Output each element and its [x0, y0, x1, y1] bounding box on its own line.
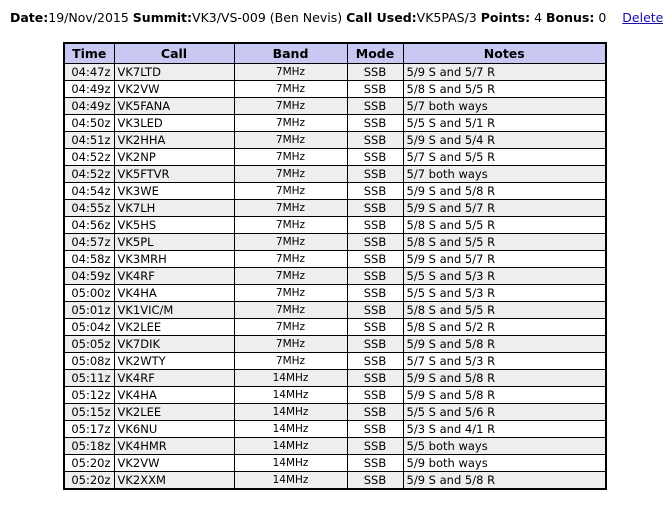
- points-label: Points:: [480, 10, 531, 25]
- cell-mode: SSB: [347, 268, 403, 285]
- summit-label: Summit:: [132, 10, 193, 25]
- table-header-row: [64, 43, 606, 64]
- cell-call: VK2VW: [114, 455, 234, 472]
- cell-notes: 5/5 S and 5/3 R: [403, 285, 606, 302]
- cell-mode: SSB: [347, 149, 403, 166]
- cell-band: 14MHz: [234, 370, 347, 387]
- cell-call: VK7DIK: [114, 336, 234, 353]
- cell-time: 04:51z: [64, 132, 114, 149]
- cell-call: VK2VW: [114, 81, 234, 98]
- cell-band: 7MHz: [234, 336, 347, 353]
- cell-notes: 5/9 both ways: [403, 455, 606, 472]
- table-row: [64, 149, 606, 166]
- points-value: 4: [534, 10, 543, 25]
- cell-notes: 5/9 S and 5/8 R: [403, 336, 606, 353]
- cell-band: 7MHz: [234, 166, 347, 183]
- header-call: Call: [114, 43, 234, 64]
- cell-call: VK1VIC/M: [114, 302, 234, 319]
- cell-mode: SSB: [347, 387, 403, 404]
- table-row: [64, 200, 606, 217]
- cell-notes: 5/5 both ways: [403, 438, 606, 455]
- table-row: [64, 81, 606, 98]
- cell-time: 05:08z: [64, 353, 114, 370]
- cell-mode: SSB: [347, 64, 403, 81]
- cell-mode: SSB: [347, 132, 403, 149]
- cell-call: VK3WE: [114, 183, 234, 200]
- summit-value: VK3/VS-009 (Ben Nevis): [192, 10, 343, 25]
- cell-time: 04:50z: [64, 115, 114, 132]
- call-used-label: Call Used:: [346, 10, 417, 25]
- table-row: [64, 217, 606, 234]
- table-row: [64, 285, 606, 302]
- cell-call: VK4HA: [114, 285, 234, 302]
- cell-mode: SSB: [347, 370, 403, 387]
- cell-notes: 5/8 S and 5/5 R: [403, 217, 606, 234]
- cell-time: 05:12z: [64, 387, 114, 404]
- cell-band: 7MHz: [234, 149, 347, 166]
- cell-mode: SSB: [347, 200, 403, 217]
- bonus-label: Bonus:: [546, 10, 595, 25]
- cell-time: 05:20z: [64, 472, 114, 490]
- delete-link[interactable]: Delete: [622, 10, 663, 25]
- cell-notes: 5/9 S and 5/8 R: [403, 472, 606, 490]
- cell-mode: SSB: [347, 217, 403, 234]
- table-row: [64, 234, 606, 251]
- cell-time: 05:11z: [64, 370, 114, 387]
- table-row: [64, 98, 606, 115]
- cell-notes: 5/5 S and 5/3 R: [403, 268, 606, 285]
- cell-band: 7MHz: [234, 183, 347, 200]
- cell-notes: 5/7 S and 5/5 R: [403, 149, 606, 166]
- cell-band: 14MHz: [234, 387, 347, 404]
- cell-notes: 5/3 S and 4/1 R: [403, 421, 606, 438]
- cell-call: VK5PL: [114, 234, 234, 251]
- cell-notes: 5/9 S and 5/7 R: [403, 200, 606, 217]
- cell-time: 05:04z: [64, 319, 114, 336]
- cell-notes: 5/9 S and 5/8 R: [403, 183, 606, 200]
- header-band: Band: [234, 43, 347, 64]
- cell-call: VK2LEE: [114, 404, 234, 421]
- date-label: Date:: [10, 10, 49, 25]
- cell-mode: SSB: [347, 285, 403, 302]
- cell-call: VK5FANA: [114, 98, 234, 115]
- cell-call: VK4HMR: [114, 438, 234, 455]
- table-row: [64, 132, 606, 149]
- table-row: [64, 370, 606, 387]
- table-row: [64, 336, 606, 353]
- cell-band: 14MHz: [234, 455, 347, 472]
- cell-mode: SSB: [347, 183, 403, 200]
- cell-band: 7MHz: [234, 81, 347, 98]
- cell-band: 7MHz: [234, 285, 347, 302]
- cell-band: 14MHz: [234, 404, 347, 421]
- activation-summary: [10, 10, 663, 26]
- cell-mode: SSB: [347, 115, 403, 132]
- cell-notes: 5/9 S and 5/7 R: [403, 251, 606, 268]
- cell-band: 7MHz: [234, 251, 347, 268]
- cell-call: VK7LH: [114, 200, 234, 217]
- cell-time: 04:55z: [64, 200, 114, 217]
- cell-band: 14MHz: [234, 421, 347, 438]
- table-row: [64, 64, 606, 81]
- cell-time: 04:49z: [64, 98, 114, 115]
- cell-call: VK5HS: [114, 217, 234, 234]
- cell-mode: SSB: [347, 336, 403, 353]
- cell-mode: SSB: [347, 319, 403, 336]
- cell-notes: 5/8 S and 5/2 R: [403, 319, 606, 336]
- cell-mode: SSB: [347, 302, 403, 319]
- cell-call: VK7LTD: [114, 64, 234, 81]
- cell-mode: SSB: [347, 98, 403, 115]
- cell-time: 04:54z: [64, 183, 114, 200]
- cell-call: VK6NU: [114, 421, 234, 438]
- cell-mode: SSB: [347, 234, 403, 251]
- cell-call: VK3MRH: [114, 251, 234, 268]
- cell-call: VK5FTVR: [114, 166, 234, 183]
- table-body: [64, 64, 606, 490]
- cell-mode: SSB: [347, 251, 403, 268]
- cell-band: 7MHz: [234, 268, 347, 285]
- header-time: Time: [64, 43, 114, 64]
- cell-band: 7MHz: [234, 217, 347, 234]
- cell-time: 05:18z: [64, 438, 114, 455]
- cell-band: 7MHz: [234, 234, 347, 251]
- cell-mode: SSB: [347, 166, 403, 183]
- cell-call: VK2NP: [114, 149, 234, 166]
- cell-notes: 5/5 S and 5/1 R: [403, 115, 606, 132]
- cell-call: VK4HA: [114, 387, 234, 404]
- cell-time: 04:47z: [64, 64, 114, 81]
- cell-time: 04:56z: [64, 217, 114, 234]
- cell-time: 04:52z: [64, 166, 114, 183]
- table-row: [64, 387, 606, 404]
- cell-band: 7MHz: [234, 115, 347, 132]
- cell-band: 7MHz: [234, 319, 347, 336]
- cell-time: 05:01z: [64, 302, 114, 319]
- cell-band: 14MHz: [234, 472, 347, 490]
- qso-log-table: [63, 42, 607, 490]
- cell-notes: 5/8 S and 5/5 R: [403, 234, 606, 251]
- cell-time: 04:52z: [64, 149, 114, 166]
- table-row: [64, 421, 606, 438]
- cell-time: 04:49z: [64, 81, 114, 98]
- table-row: [64, 268, 606, 285]
- cell-time: 04:59z: [64, 268, 114, 285]
- cell-time: 05:20z: [64, 455, 114, 472]
- cell-call: VK4RF: [114, 370, 234, 387]
- cell-band: 7MHz: [234, 98, 347, 115]
- cell-call: VK3LED: [114, 115, 234, 132]
- table-row: [64, 438, 606, 455]
- cell-notes: 5/9 S and 5/8 R: [403, 370, 606, 387]
- cell-notes: 5/7 both ways: [403, 98, 606, 115]
- cell-band: 7MHz: [234, 64, 347, 81]
- cell-time: 05:17z: [64, 421, 114, 438]
- cell-call: VK2XXM: [114, 472, 234, 490]
- cell-mode: SSB: [347, 438, 403, 455]
- cell-call: VK4RF: [114, 268, 234, 285]
- table-row: [64, 455, 606, 472]
- cell-band: 7MHz: [234, 200, 347, 217]
- cell-time: 04:57z: [64, 234, 114, 251]
- table-row: [64, 472, 606, 490]
- table-row: [64, 251, 606, 268]
- header-notes: Notes: [403, 43, 606, 64]
- cell-band: 14MHz: [234, 438, 347, 455]
- cell-notes: 5/8 S and 5/5 R: [403, 81, 606, 98]
- cell-call: VK2WTY: [114, 353, 234, 370]
- table-row: [64, 302, 606, 319]
- table-row: [64, 166, 606, 183]
- cell-band: 7MHz: [234, 353, 347, 370]
- cell-notes: 5/9 S and 5/8 R: [403, 387, 606, 404]
- cell-mode: SSB: [347, 353, 403, 370]
- cell-notes: 5/7 S and 5/3 R: [403, 353, 606, 370]
- call-used-value: VK5PAS/3: [416, 10, 477, 25]
- cell-call: VK2HHA: [114, 132, 234, 149]
- table-row: [64, 183, 606, 200]
- cell-mode: SSB: [347, 472, 403, 490]
- cell-time: 05:00z: [64, 285, 114, 302]
- cell-band: 7MHz: [234, 302, 347, 319]
- cell-time: 04:58z: [64, 251, 114, 268]
- date-value: 19/Nov/2015: [48, 10, 129, 25]
- cell-mode: SSB: [347, 404, 403, 421]
- cell-band: 7MHz: [234, 132, 347, 149]
- table-row: [64, 319, 606, 336]
- bonus-value: 0: [598, 10, 607, 25]
- table-row: [64, 115, 606, 132]
- cell-time: 05:05z: [64, 336, 114, 353]
- cell-mode: SSB: [347, 421, 403, 438]
- cell-notes: 5/9 S and 5/7 R: [403, 64, 606, 81]
- cell-notes: 5/9 S and 5/4 R: [403, 132, 606, 149]
- cell-notes: 5/8 S and 5/5 R: [403, 302, 606, 319]
- cell-mode: SSB: [347, 455, 403, 472]
- cell-time: 05:15z: [64, 404, 114, 421]
- cell-notes: 5/5 S and 5/6 R: [403, 404, 606, 421]
- header-mode: Mode: [347, 43, 403, 64]
- cell-mode: SSB: [347, 81, 403, 98]
- cell-notes: 5/7 both ways: [403, 166, 606, 183]
- table-row: [64, 404, 606, 421]
- table-row: [64, 353, 606, 370]
- cell-call: VK2LEE: [114, 319, 234, 336]
